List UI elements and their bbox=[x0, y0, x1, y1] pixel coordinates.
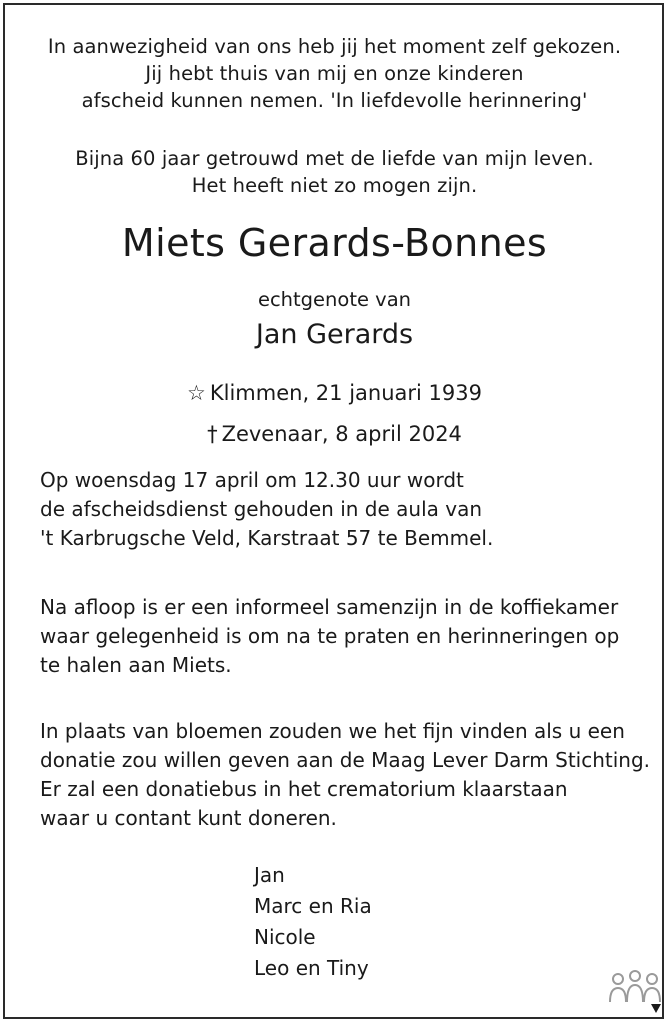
poem-line: Jij hebt thuis van mij en onze kinderen bbox=[145, 62, 524, 85]
paragraph-line: Er zal een donatiebus in het crematorium klaarstaan bbox=[40, 777, 568, 801]
signer-name: Nicole bbox=[254, 925, 316, 949]
donation-paragraph bbox=[40, 717, 650, 833]
paragraph-line: de afscheidsdienst gehouden in de aula van bbox=[40, 497, 483, 521]
poem-line: afscheid kunnen nemen. 'In liefdevolle herinnering' bbox=[81, 89, 588, 112]
poem-line: Het heeft niet zo mogen zijn. bbox=[191, 174, 478, 197]
birth-text: Klimmen, 21 januari 1939 bbox=[209, 381, 482, 405]
birth-line bbox=[0, 380, 669, 406]
paragraph-line: waar gelegenheid is om na te praten en herinneringen op bbox=[40, 624, 620, 648]
paragraph-line: te halen aan Miets. bbox=[40, 653, 232, 677]
gathering-paragraph bbox=[40, 593, 650, 680]
marriage-text bbox=[0, 145, 669, 199]
death-line bbox=[0, 421, 669, 447]
signer-name: Marc en Ria bbox=[254, 894, 372, 918]
relation-label: echtgenote van bbox=[257, 288, 412, 311]
spouse-name: Jan Gerards bbox=[255, 319, 414, 350]
service-paragraph bbox=[40, 466, 650, 553]
death-text: Zevenaar, 8 april 2024 bbox=[221, 422, 462, 446]
paragraph-line: 't Karbrugsche Veld, Karstraat 57 te Bemmel. bbox=[40, 526, 494, 550]
paragraph-line: Na afloop is er een informeel samenzijn in de koffiekamer bbox=[40, 595, 619, 619]
paragraph-line: donatie zou willen geven aan de Maag Lever Darm Stichting. bbox=[40, 748, 651, 772]
paragraph-line: waar u contant kunt doneren. bbox=[40, 806, 337, 830]
paragraph-line: In plaats van bloemen zouden we het fijn vinden als u een bbox=[40, 719, 625, 743]
poem-line: In aanwezigheid van ons heb jij het moment zelf gekozen. bbox=[47, 35, 622, 58]
signer-name: Jan bbox=[254, 863, 285, 887]
paragraph-line: Op woensdag 17 april om 12.30 uur wordt bbox=[40, 468, 464, 492]
signer-name: Leo en Tiny bbox=[254, 956, 369, 980]
poem-line: Bijna 60 jaar getrouwd met de liefde van mijn leven. bbox=[75, 147, 594, 170]
family-people-icon bbox=[606, 968, 664, 1016]
deceased-name: Miets Gerards-Bonnes bbox=[121, 221, 548, 265]
star-icon: ☆ bbox=[187, 381, 206, 405]
cross-icon: † bbox=[207, 422, 218, 446]
opening-poem bbox=[0, 33, 669, 114]
signers-list bbox=[254, 860, 372, 984]
